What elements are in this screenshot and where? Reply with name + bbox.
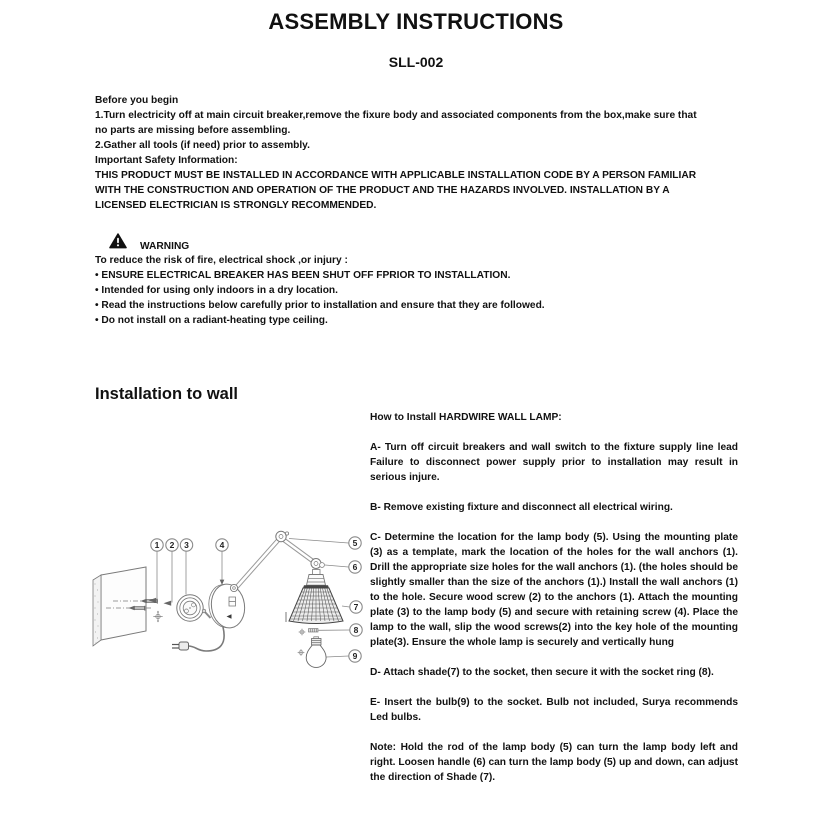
- light-bulb: [298, 637, 327, 668]
- install-subheading: How to Install HARDWIRE WALL LAMP:: [370, 412, 562, 423]
- install-step-b: B- Remove existing fixture and disconnect all electrical wiring.: [370, 502, 673, 513]
- install-step-c: C- Determine the location for the lamp body (5). Using the mounting plate (3) as a template, mark the location of the holes for the wall anchors (1). Drill the appropriate size holes for the wall anchors (1). (the holes should be slightly smaller than the size of the anchors (1).) Install the wall anchors (1) to the hole. Secure wood screw (2) to the anchors (1). Attach the mounting plate (3) to the lamp body (5) and secure with retaining screw (4). Place the lamp to the wall, slip the wood screws(2) into the key hole of the mounting plate(3). Ensure the whole lamp is securely and vertically hung: [370, 532, 738, 648]
- callout-1: 1: [154, 540, 160, 550]
- page-title: ASSEMBLY INSTRUCTIONS: [268, 9, 564, 34]
- callout-9: 9: [352, 651, 358, 661]
- safety-heading: Important Safety Information:: [95, 155, 238, 166]
- warning-bullet: • Intended for using only indoors in a dry location.: [95, 285, 338, 296]
- cone-shade: [286, 585, 343, 623]
- install-note: Note: Hold the rod of the lamp body (5) can turn the lamp body left and right. Loosen handle (6) can turn the lamp body (5) up and down, can adjust the direction of Shade (7).: [370, 742, 738, 783]
- callout-2: 2: [169, 540, 175, 550]
- power-cord-plug: [172, 627, 224, 651]
- before-you-begin-heading: Before you begin: [95, 95, 179, 106]
- callout-4: 4: [219, 540, 225, 550]
- screw-axis-icon: [153, 611, 162, 623]
- installation-heading: Installation to wall: [95, 385, 239, 403]
- callout-8: 8: [353, 625, 359, 635]
- handle-knob: [311, 559, 324, 569]
- warning-label: WARNING: [140, 241, 190, 252]
- callout-7: 7: [353, 602, 359, 612]
- model-number: SLL-002: [388, 54, 444, 70]
- warning-intro: To reduce the risk of fire, electrical shock ,or injury :: [95, 255, 348, 266]
- safety-text: THIS PRODUCT MUST BE INSTALLED IN ACCORDANCE WITH APPLICABLE INSTALLATION CODE BY A PERSON FAMILIAR WITH THE CONSTRUCTION AND OPERATION OF THE PRODUCT AND THE HAZARDS INVOLVED. INSTALLATION BY A LICENSED ELECTRICIAN IS STRONGLY RECOMMENDED.: [95, 170, 697, 211]
- before-you-begin-section: [95, 93, 710, 213]
- warning-bullet: • ENSURE ELECTRICAL BREAKER HAS BEEN SHUT OFF FPRIOR TO INSTALLATION.: [95, 270, 511, 281]
- warning-section: [95, 253, 740, 328]
- warning-bullet: • Read the instructions below carefully prior to installation and ensure that they are followed.: [95, 300, 545, 311]
- mounting-plate: [177, 595, 203, 621]
- assembly-diagram: [85, 518, 377, 693]
- lamp-socket: [307, 570, 326, 586]
- install-step-a: A- Turn off circuit breakers and wall switch to the fixture supply line lead Failure to disconnect power supply prior to installation may result in serious injure.: [370, 442, 738, 483]
- warning-triangle-icon: [109, 233, 127, 249]
- lamp-body: [206, 582, 247, 630]
- callout-6: 6: [352, 562, 358, 572]
- step-1-text: 1.Turn electricity off at main circuit breaker,remove the fixure body and associated components from the box,make sure that no parts are missing before assembling.: [95, 110, 697, 136]
- step-2-text: 2.Gather all tools (if need) prior to assembly.: [95, 140, 310, 151]
- callout-3: 3: [184, 540, 189, 550]
- install-step-e: E- Insert the bulb(9) to the socket. Bulb not included, Surya recommends Led bulbs.: [370, 697, 738, 723]
- socket-ring: [299, 629, 318, 636]
- callout-5: 5: [352, 538, 358, 548]
- install-step-d: D- Attach shade(7) to the socket, then secure it with the socket ring (8).: [370, 667, 714, 678]
- lamp-arm: [234, 537, 314, 590]
- warning-bullet: • Do not install on a radiant-heating type ceiling.: [95, 315, 328, 326]
- installation-steps-column: [370, 410, 738, 785]
